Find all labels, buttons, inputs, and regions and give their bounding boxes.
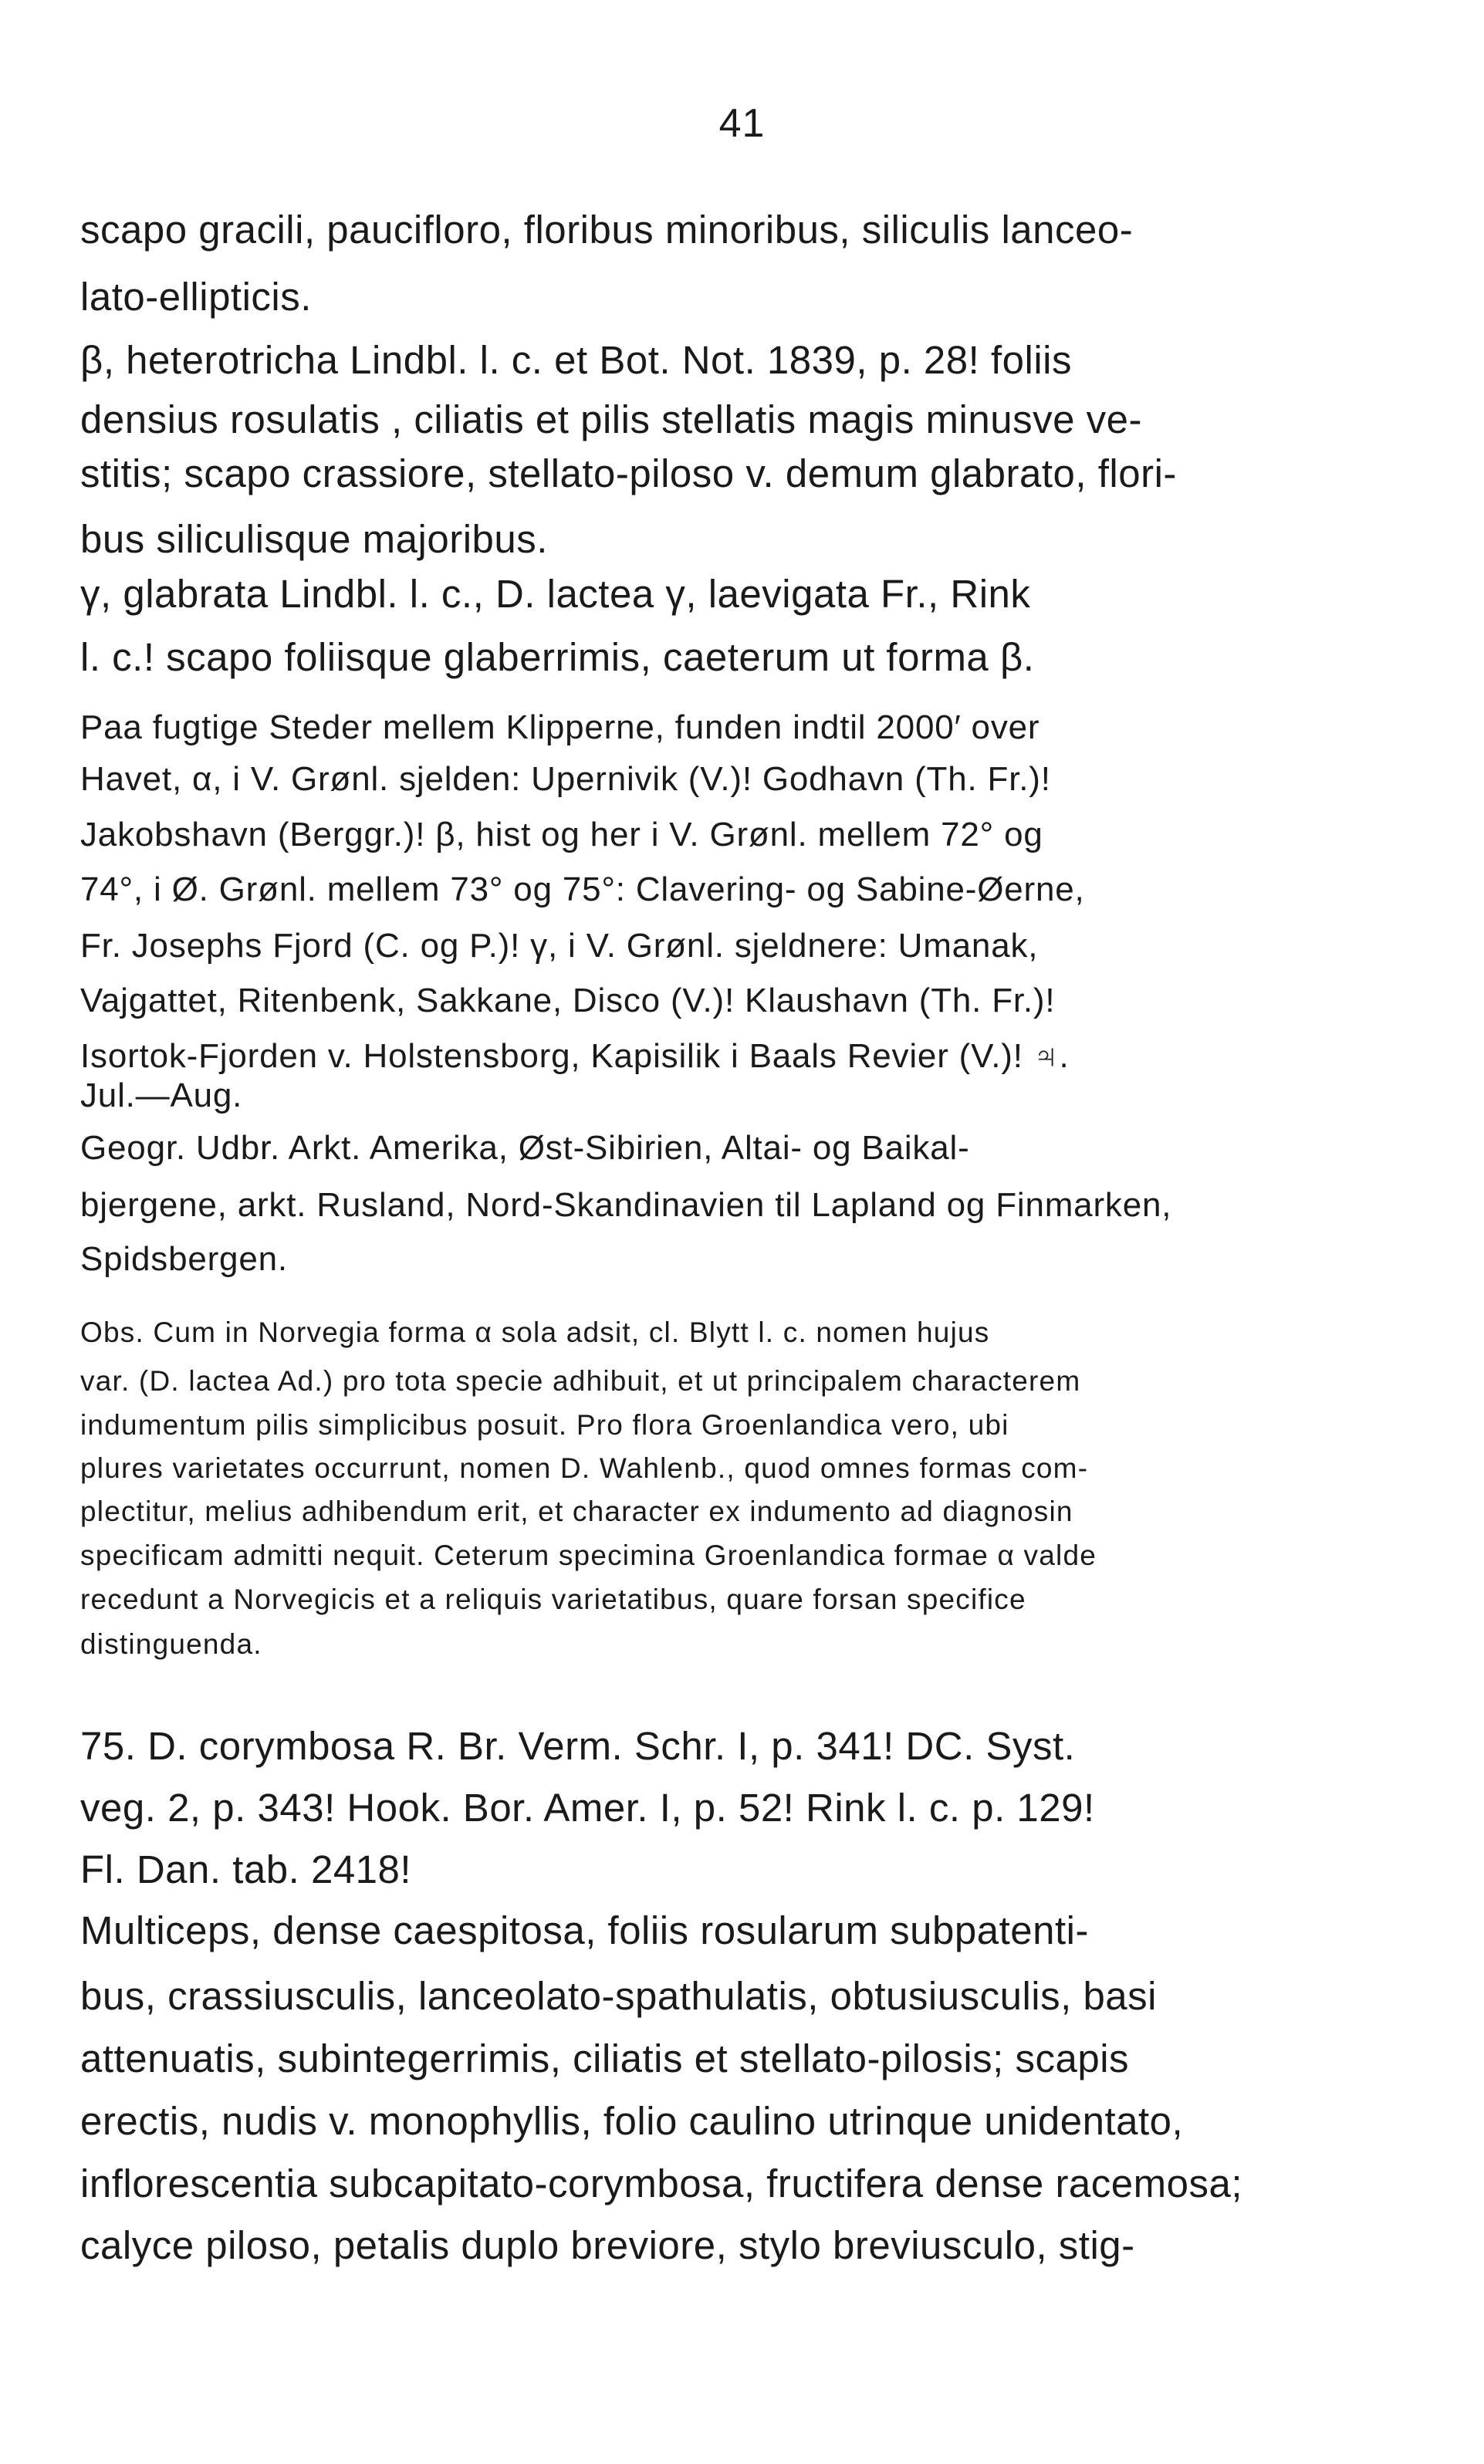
text-line: var. (D. lactea Ad.) pro tota specie adhibuit, et ut principalem characterem — [80, 1365, 1081, 1397]
text-line: distinguenda. — [80, 1628, 262, 1660]
text-line: Fl. Dan. tab. 2418! — [80, 1847, 412, 1891]
text-line: Havet, α, i V. Grønl. sjelden: Upernivik (V.)! Godhavn (Th. Fr.)! — [80, 760, 1051, 798]
text-line: Paa fugtige Steder mellem Klipperne, funden indtil 2000′ over — [80, 708, 1040, 746]
text-line: indumentum pilis simplicibus posuit. Pro flora Groenlandica vero, ubi — [80, 1409, 1009, 1441]
text-line: Isortok-Fjorden v. Holstensborg, Kapisilik i Baals Revier (V.)! ♃. — [80, 1037, 1070, 1075]
text-line: densius rosulatis , ciliatis et pilis stellatis magis minusve ve- — [80, 397, 1142, 441]
text-line: 74°, i Ø. Grønl. mellem 73° og 75°: Clavering- og Sabine-Øerne, — [80, 870, 1085, 908]
text-line: β, heterotricha Lindbl. l. c. et Bot. Not. 1839, p. 28! foliis — [80, 338, 1073, 382]
text-line: calyce piloso, petalis duplo breviore, stylo breviusculo, stig- — [80, 2223, 1135, 2267]
text-line: Obs. Cum in Norvegia forma α sola adsit, cl. Blytt l. c. nomen hujus — [80, 1316, 990, 1348]
page-number: 41 — [718, 101, 766, 146]
text-line: attenuatis, subintegerrimis, ciliatis et stellato-pilosis; scapis — [80, 2036, 1130, 2080]
text-line: stitis; scapo crassiore, stellato-piloso v. demum glabrato, flori- — [80, 451, 1177, 495]
text-line: plectitur, melius adhibendum erit, et character ex indumento ad diagnosin — [80, 1496, 1073, 1527]
text-line: erectis, nudis v. monophyllis, folio caulino utrinque unidentato, — [80, 2099, 1184, 2143]
text-line: scapo gracili, paucifloro, floribus minoribus, siliculis lanceo- — [80, 208, 1134, 252]
text-line: bjergene, arkt. Rusland, Nord-Skandinavien til Lapland og Finmarken, — [80, 1186, 1172, 1224]
text-line: Geogr. Udbr. Arkt. Amerika, Øst-Sibirien, Altai- og Baikal- — [80, 1129, 970, 1167]
text-line: inflorescentia subcapitato-corymbosa, fructifera dense racemosa; — [80, 2161, 1243, 2205]
text-line: Vajgattet, Ritenbenk, Sakkane, Disco (V.)! Klaushavn (Th. Fr.)! — [80, 982, 1056, 1019]
text-line: bus, crassiusculis, lanceolato-spathulatis, obtusiusculis, basi — [80, 1974, 1158, 2018]
text-line: specificam admitti nequit. Ceterum specimina Groenlandica formae α valde — [80, 1540, 1097, 1571]
text-line: lato-ellipticis. — [80, 275, 312, 319]
text-line: Spidsbergen. — [80, 1240, 288, 1278]
text-line: 75. D. corymbosa R. Br. Verm. Schr. I, p. 341! DC. Syst. — [80, 1724, 1076, 1768]
text-line: Jakobshavn (Berggr.)! β, hist og her i V. Grønl. mellem 72° og — [80, 816, 1043, 853]
text-line: γ, glabrata Lindbl. l. c., D. lactea γ, laevigata Fr., Rink — [80, 572, 1031, 616]
text-line: veg. 2, p. 343! Hook. Bor. Amer. I, p. 52! Rink l. c. p. 129! — [80, 1786, 1095, 1830]
text-line: Multiceps, dense caespitosa, foliis rosularum subpatenti- — [80, 1908, 1089, 1952]
text-line: l. c.! scapo foliisque glaberrimis, caeterum ut forma β. — [80, 635, 1035, 679]
text-line: Fr. Josephs Fjord (C. og P.)! γ, i V. Grønl. sjeldnere: Umanak, — [80, 927, 1039, 965]
text-line: Jul.—Aug. — [80, 1077, 243, 1114]
text-line: plures varietates occurrunt, nomen D. Wahlenb., quod omnes formas com- — [80, 1452, 1089, 1484]
text-line: bus siliculisque majoribus. — [80, 517, 548, 561]
text-line: recedunt a Norvegicis et a reliquis varietatibus, quare forsan specifice — [80, 1584, 1026, 1615]
